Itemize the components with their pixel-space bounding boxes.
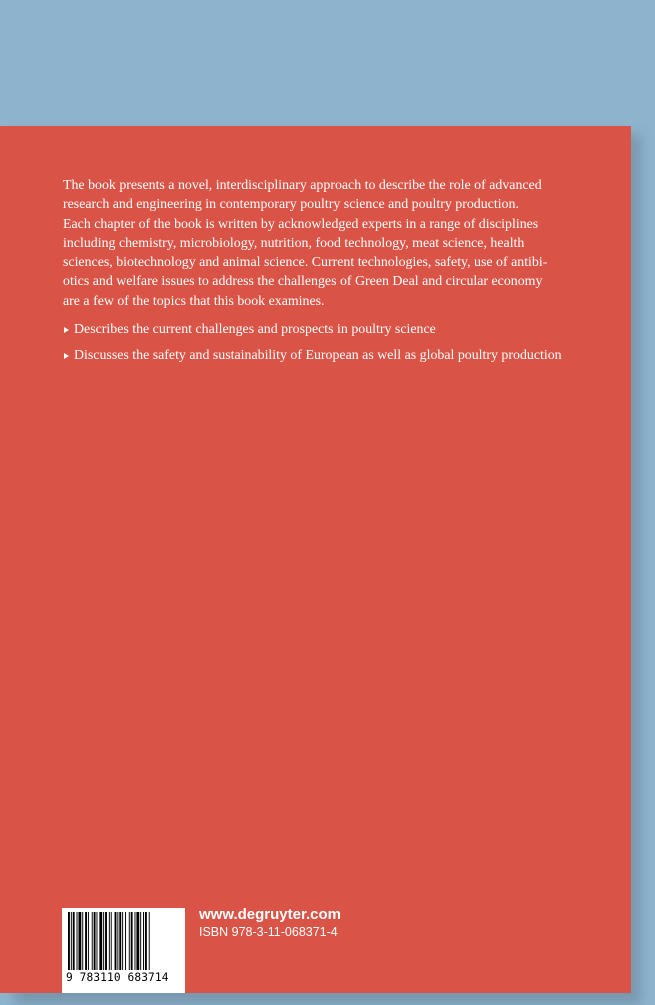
barcode-bar: [119, 912, 121, 970]
feature-item: [63, 346, 603, 365]
barcode-bar: [99, 912, 102, 970]
description-line: sciences, biotechnology and animal science. Current technologies, safety, use of antibi-: [63, 255, 548, 271]
barcode-bar: [82, 912, 83, 970]
barcode-bar: [131, 912, 133, 970]
barcode-bar: [105, 912, 107, 970]
isbn-barcode: [62, 908, 185, 993]
barcode-bar: [136, 912, 139, 970]
description-line: research and engineering in contemporary poultry science and poultry production.: [63, 197, 519, 213]
description-line: Each chapter of the book is written by acknowledged experts in a range of disciplines: [63, 216, 539, 232]
barcode-bar: [111, 912, 112, 970]
barcode-bar: [149, 912, 150, 970]
barcode-bar: [88, 912, 89, 970]
bullet-triangle-icon: [64, 327, 69, 333]
barcode-bar: [73, 912, 75, 970]
barcode-bar: [125, 912, 126, 970]
barcode-bar: [122, 912, 123, 970]
feature-list: [63, 320, 603, 372]
barcode-bar: [78, 912, 81, 970]
description-line: are a few of the topics that this book examines.: [63, 293, 325, 309]
barcode-bar: [77, 912, 78, 970]
barcode-bar: [109, 912, 110, 970]
description-line: otics and welfare issues to address the challenges of Green Deal and circular economy: [63, 274, 543, 290]
barcode-bar: [85, 912, 87, 970]
barcode-bar: [145, 912, 147, 970]
barcode-bars: [68, 912, 179, 972]
barcode-bar: [68, 912, 70, 970]
barcode-bar: [97, 912, 98, 970]
barcode-digits: 9 783110 683714: [66, 971, 169, 984]
barcode-bar: [143, 912, 144, 970]
feature-text: Describes the current challenges and prospects in poultry science: [74, 322, 436, 337]
barcode-bar: [129, 912, 130, 970]
barcode-bar: [94, 912, 96, 970]
back-cover: [0, 126, 631, 993]
book-description: [63, 176, 573, 311]
description-line: including chemistry, microbiology, nutrition, food technology, meat science, health: [63, 235, 525, 251]
description-line: The book presents a novel, interdisciplinary approach to describe the role of advanced: [63, 178, 542, 193]
isbn-number: ISBN 978-3-11-068371-4: [199, 925, 338, 939]
feature-text: Discusses the safety and sustainability of European as well as global poultry production: [74, 348, 562, 363]
publisher-url[interactable]: www.degruyter.com: [199, 906, 341, 923]
barcode-bar: [115, 912, 117, 970]
barcode-bar: [71, 912, 72, 970]
barcode-bar: [140, 912, 141, 970]
barcode-bar: [92, 912, 93, 970]
barcode-bar: [135, 912, 136, 970]
barcode-bar: [103, 912, 104, 970]
barcode-bar: [117, 912, 118, 970]
bullet-triangle-icon: [64, 353, 69, 359]
feature-item: [63, 320, 603, 339]
